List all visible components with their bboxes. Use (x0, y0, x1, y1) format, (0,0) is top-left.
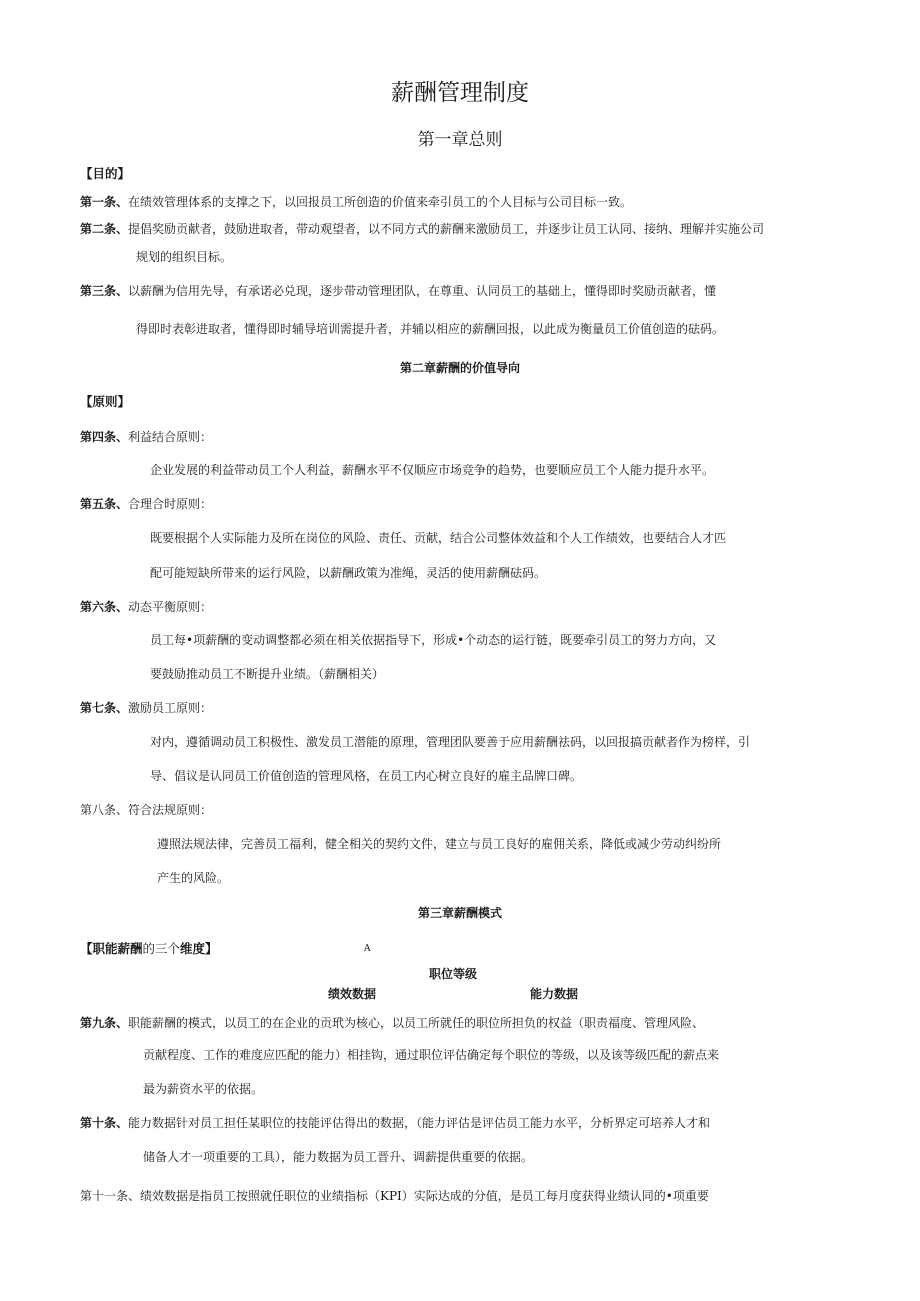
article-text: 以薪酬为信用先导，有承诺必兑现，逐步带动管理团队，在尊重、认同员工的基础上，懂得即时奖励贡献者，懂 (128, 284, 717, 298)
article-text: 激励员工原则： (128, 701, 213, 715)
article-label: 第十一条、 (80, 1189, 141, 1203)
article-5 (80, 495, 212, 512)
chapter-1-heading: 第一章总则 (417, 130, 503, 150)
article-8-body: 遵照法规法律，完善员工福利，健全相关的契约文件，建立与员工良好的雇佣关系，降低或减少劳动纠纷所 (157, 837, 722, 851)
article-label: 第七条、 (80, 701, 129, 715)
article-10 (80, 1114, 710, 1131)
article-text: 提倡奖励贡献者，鼓励进取者，带动观望者，以不同方式的薪酬来激励员工，并逐步让员工认同、接纳、理解并实施公司 (128, 222, 765, 236)
article-label: 第八条、 (80, 803, 129, 817)
diagram-marker: A (364, 944, 371, 954)
article-6-body: 员工每•项薪酬的变动调整都必须在相关依据指导下，形成•个动态的运行链，既要牵引员工的努力方向，又 (150, 633, 717, 647)
article-11 (80, 1187, 709, 1204)
dimension-heading (80, 939, 218, 957)
dimension-heading-part: 维度】 (180, 941, 218, 956)
chapter-2-heading: 第二章薪酬的价值导向 (399, 361, 520, 375)
article-text: 动态平衡原则： (128, 600, 213, 614)
article-8-body: 产生的风险。 (157, 871, 230, 885)
article-7-body: 导、倡议是认同员工价值创造的管理风格，在员工内心树立良好的雇主品牌口碑。 (150, 769, 583, 783)
article-text: 合理合时原则： (128, 497, 213, 511)
article-9-body: 贡献程度、工作的难度应匹配的能力）相挂钩，通过职位评估确定每个职位的等级，以及该等级匹配的薪点来 (143, 1048, 720, 1062)
dimension-heading-part: 【职能薪酬 (80, 941, 143, 956)
dimension-position-grade: 职位等级 (429, 967, 478, 981)
article-text: 符合法规原则： (128, 803, 213, 817)
article-label: 第五条、 (80, 497, 129, 511)
article-5-body: 既要根据个人实际能力及所在岗位的风险、责任、贡献，结合公司整体效益和个人工作绩效，也要结合人才匹 (150, 531, 727, 545)
article-1 (80, 193, 632, 210)
article-2 (80, 220, 764, 237)
article-5-body: 配可能短缺所带来的运行风险，以薪酬政策为准绳，灵活的使用薪酬砝码。 (150, 566, 547, 580)
article-text: 在绩效管理体系的支撑之下，以回报员工所创造的价值来牵引员工的个人目标与公司目标一致。 (128, 195, 633, 209)
article-text: 利益结合原则： (128, 430, 213, 444)
article-2-continuation: 规划的组织目标。 (136, 250, 233, 264)
article-7 (80, 699, 212, 716)
article-text: 能力数据针对员工担任某职位的技能评估得出的数据，（能力评估是评估员工能力水平，分析界定可培养人才和 (128, 1116, 711, 1130)
article-4 (80, 428, 212, 445)
article-text: 职能薪酬的模式，以员工的在企业的贡玳为核心，以员工所就任的职位所担负的权益（职责福度、管理风险、 (128, 1016, 705, 1030)
article-3-continuation: 得即时表彰进取者，懂得即时辅导培训需提升者，并辅以相应的薪酬回报，以此成为衡量员工价值创造的砝码。 (136, 322, 725, 336)
article-label: 第十条、 (80, 1116, 129, 1130)
article-label: 第四条、 (80, 430, 129, 444)
chapter-3-heading: 第三章薪酬模式 (417, 906, 502, 920)
article-label: 第三条、 (80, 284, 129, 298)
article-label: 第九条、 (80, 1016, 129, 1030)
article-8 (80, 801, 212, 818)
article-label: 第一条、 (80, 195, 129, 209)
dimension-performance-data: 绩效数据 (328, 987, 377, 1001)
article-4-body: 企业发展的利益带动员工个人利益，薪酬水平不仅顺应市场竞争的趋势，也要顺应员工个人能力提升水平。 (150, 463, 715, 477)
document-title: 薪酬管理制度 (391, 80, 529, 106)
article-3 (80, 282, 716, 299)
article-label: 第六条、 (80, 600, 129, 614)
article-7-body: 对内，遵循调动员工积极性、激发员工潜能的原理，管理团队要善于应用薪酬祛码，以回报搞贡献者作为榜样，引 (150, 735, 751, 749)
article-10-body: 储备人才一项重要的工具），能力数据为员工晋升、调薪提供重要的依据。 (143, 1150, 534, 1164)
article-text: 绩效数据是指员工按照就任职位的业绩指标（KPI）实际达成的分值，是员工每月度获得业绩认同的•项重要 (140, 1189, 709, 1203)
dimension-ability-data: 能力数据 (530, 987, 579, 1001)
article-6 (80, 598, 212, 615)
purpose-heading: 【目的】 (80, 166, 131, 181)
article-9-body: 最为薪资水平的依据。 (143, 1082, 264, 1096)
article-label: 第二条、 (80, 222, 129, 236)
dimension-heading-part: 的三个 (142, 941, 181, 956)
article-6-body: 要鼓励推动员工不断提升业绩。（薪酬相关） (150, 667, 385, 681)
principle-heading: 【原则】 (80, 394, 131, 409)
article-9 (80, 1014, 704, 1031)
